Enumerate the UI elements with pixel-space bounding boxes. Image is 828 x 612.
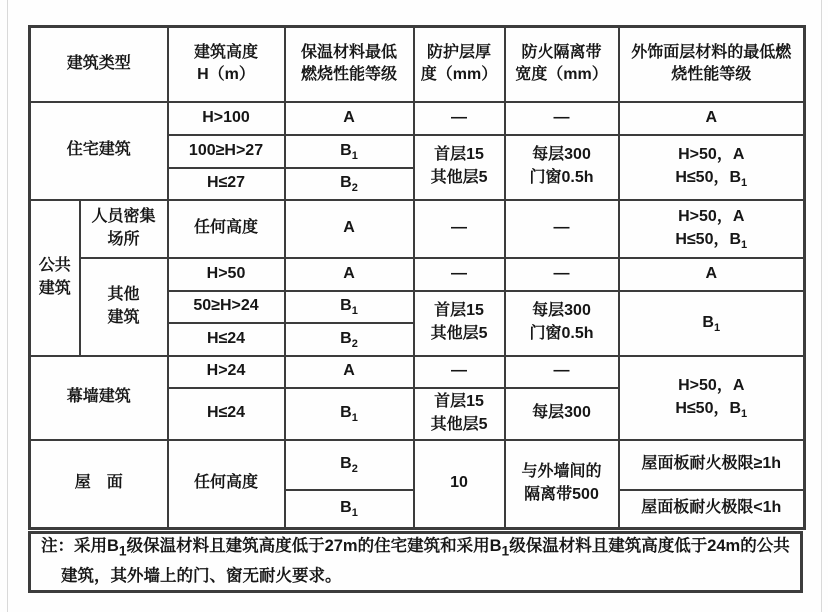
cell-protection: — <box>414 356 505 388</box>
cell-height: H≤24 <box>168 323 285 356</box>
cell-grade: $B_1$ <box>285 135 414 168</box>
cell-height: 任何高度 <box>168 200 285 258</box>
cell-height: 100≥H>27 <box>168 135 285 168</box>
note-text: 注：采用$B_1$级保温材料且建筑高度低于27m的住宅建筑和采用$B_1$级保温材料且建筑高度低于24m的公共建筑，其外墙上的门、窗无耐火要求。 <box>41 537 790 586</box>
cell-public-label: 公共 建筑 <box>30 200 80 356</box>
cell-facing: A <box>619 102 805 135</box>
cell-other-label: 其他 建筑 <box>80 258 168 356</box>
page-edge-left <box>7 0 8 612</box>
cell-protection: — <box>414 200 505 258</box>
cell-curtain-label: 幕墙建筑 <box>30 356 168 440</box>
cell-grade: A <box>285 258 414 291</box>
cell-height: H≤24 <box>168 388 285 440</box>
cell-barrier: — <box>505 102 619 135</box>
cell-grade: $B_2$ <box>285 323 414 356</box>
cell-facing: H>50，A H≤50，$B_1$ <box>619 356 805 440</box>
cell-fire-limit: 屋面板耐火极限<1h <box>619 490 805 529</box>
cell-grade: $B_1$ <box>285 388 414 440</box>
table-row <box>30 200 805 258</box>
cell-height: 任何高度 <box>168 440 285 529</box>
table-row <box>30 258 805 291</box>
cell-grade: $B_1$ <box>285 490 414 529</box>
cell-protection: — <box>414 258 505 291</box>
cell-height: 50≥H>24 <box>168 291 285 323</box>
cell-barrier: 每层300 <box>505 388 619 440</box>
cell-grade: A <box>285 200 414 258</box>
cell-grade: $B_2$ <box>285 440 414 490</box>
header-protection-thickness: 防护层厚 度（mm） <box>414 27 505 102</box>
header-building-type: 建筑类型 <box>30 27 168 102</box>
cell-height: H≤27 <box>168 168 285 200</box>
cell-grade: $B_2$ <box>285 168 414 200</box>
header-barrier-width: 防火隔离带 宽度（mm） <box>505 27 619 102</box>
cell-protection: — <box>414 102 505 135</box>
cell-facing: H>50，A H≤50，$B_1$ <box>619 200 805 258</box>
cell-protection: 首层15 其他层5 <box>414 388 505 440</box>
cell-protection: 首层15 其他层5 <box>414 135 505 200</box>
cell-barrier: — <box>505 200 619 258</box>
table-row <box>30 440 805 490</box>
cell-grade: A <box>285 102 414 135</box>
table-row <box>30 356 805 388</box>
cell-barrier: — <box>505 356 619 388</box>
header-facing-grade: 外饰面层材料的最低燃 烧性能等级 <box>619 27 805 102</box>
cell-protection: 10 <box>414 440 505 529</box>
cell-facing: A <box>619 258 805 291</box>
cell-dense-label: 人员密集 场所 <box>80 200 168 258</box>
cell-barrier: — <box>505 258 619 291</box>
page-edge-right <box>821 0 822 612</box>
cell-residential-label: 住宅建筑 <box>30 102 168 200</box>
header-insulation-grade: 保温材料最低 燃烧性能等级 <box>285 27 414 102</box>
cell-grade: A <box>285 356 414 388</box>
cell-roof-label: 屋 面 <box>30 440 168 529</box>
cell-height: H>50 <box>168 258 285 291</box>
fire-spec-table <box>28 25 806 530</box>
cell-barrier: 每层300 门窗0.5h <box>505 291 619 356</box>
cell-barrier: 与外墙间的 隔离带500 <box>505 440 619 529</box>
cell-protection: 首层15 其他层5 <box>414 291 505 356</box>
header-building-height: 建筑高度 H（m） <box>168 27 285 102</box>
cell-fire-limit: 屋面板耐火极限≥1h <box>619 440 805 490</box>
cell-barrier: 每层300 门窗0.5h <box>505 135 619 200</box>
note-box <box>28 531 803 593</box>
header-row <box>30 27 805 102</box>
cell-height: H>100 <box>168 102 285 135</box>
cell-grade: $B_1$ <box>285 291 414 323</box>
cell-facing: H>50，A H≤50，$B_1$ <box>619 135 805 200</box>
cell-height: H>24 <box>168 356 285 388</box>
cell-facing: $B_1$ <box>619 291 805 356</box>
table-row <box>30 102 805 135</box>
